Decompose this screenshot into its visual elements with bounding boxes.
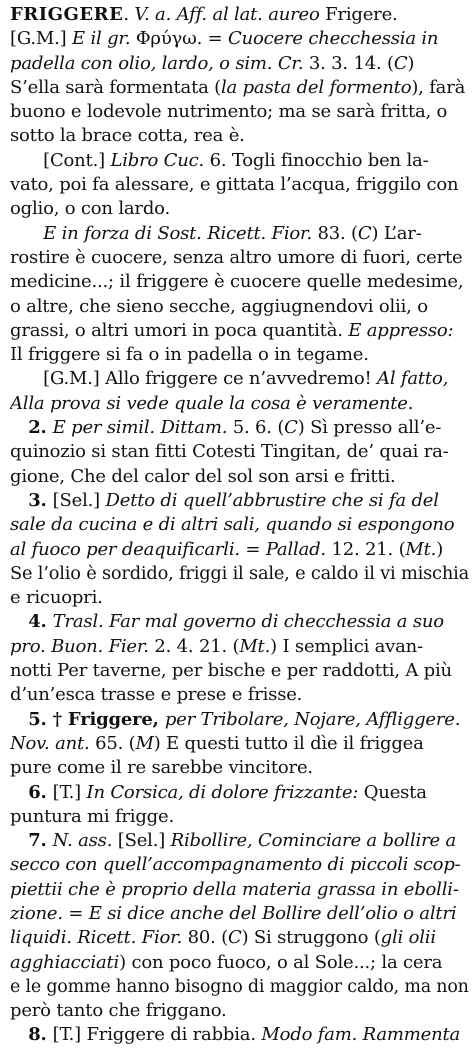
text-run: S’ella sarà formentata ( <box>10 76 221 98</box>
text-run: E in forza di Sost. Ricett. Fior. <box>43 222 312 244</box>
text-run: C <box>284 417 298 439</box>
text-run: C <box>357 222 372 244</box>
text-run: al fuoco per deaquificarli. = Pallad. <box>10 538 326 560</box>
text-run: E il gr. <box>71 28 136 50</box>
text-run: Cuocere checchessia in <box>228 28 439 50</box>
text-run: padella con olio, lardo, o sim. Cr. <box>10 52 309 74</box>
text-run: agghiacciati <box>10 951 120 973</box>
text-line <box>10 3 469 27</box>
text-line <box>10 951 469 975</box>
text-run: o altre, che sieno secche, aggiugnendovi olii, o <box>10 295 428 317</box>
text-line <box>10 732 469 756</box>
text-run: sale da cucina e di altri sali, quando si espongono <box>10 514 455 536</box>
text-run: Alla prova si vede quale la cosa è veramente <box>10 392 408 414</box>
text-line <box>10 52 469 76</box>
text-line <box>10 878 469 902</box>
text-run: gli olii <box>380 927 436 949</box>
text-run: d’un’esca trasse e prese e frisse. <box>10 684 303 706</box>
text-line <box>10 1023 469 1047</box>
text-line <box>10 270 469 294</box>
text-run: ) Sì presso all’e- <box>297 417 442 439</box>
text-line <box>10 853 469 877</box>
text-run: Trasl. Far mal governo di checchessia a suo <box>52 611 444 633</box>
text-run: Mt. <box>239 635 271 657</box>
text-run: e ricuopri. <box>10 587 103 609</box>
text-run: oglio, o con lardo. <box>10 198 171 220</box>
text-line <box>10 392 469 416</box>
text-line <box>10 635 469 659</box>
text-run: Frigere. <box>325 4 398 25</box>
text-run: 80. ( <box>182 927 228 949</box>
text-run: liquidi. Ricett. Fior. <box>10 927 183 949</box>
text-line <box>10 465 469 489</box>
text-run: e le gomme hanno bisogno di maggior caldo, ma non <box>10 976 469 997</box>
text-run: piettii che è proprio della materia grassa in ebolli- <box>10 878 459 900</box>
text-line <box>10 149 469 173</box>
text-run: [T.] <box>52 781 87 803</box>
text-line <box>10 756 469 780</box>
text-run: [Sel.] <box>112 830 171 852</box>
text-run: [Cont.] <box>10 149 111 171</box>
text-run: sotto la brace cotta, rea è. <box>10 125 245 147</box>
text-line <box>10 27 469 51</box>
text-line <box>10 367 469 391</box>
text-run: Φρύγω. = <box>135 28 229 50</box>
text-run: 6. <box>10 781 53 803</box>
text-run: 2. <box>10 417 53 439</box>
text-run: Mt. <box>405 538 437 560</box>
text-run: V. a. Aff. al lat. aureo <box>134 4 326 25</box>
text-run: gione, Che del calor del sol son arsi e fritti. <box>10 465 396 487</box>
text-run: ) E questi tutto il dìe il friggea <box>153 732 424 754</box>
text-line <box>10 781 469 805</box>
text-line <box>10 902 469 926</box>
text-run: Detto di quell’abbrustire che si fa del <box>105 489 439 511</box>
text-run: ), farà <box>411 76 466 98</box>
text-run: pro. Buon. Fier. <box>10 635 149 657</box>
text-line <box>10 319 469 343</box>
text-run: Se l’olio è sordido, friggi il sale, e caldo il vi mischia <box>10 562 469 584</box>
text-run: C <box>393 52 408 74</box>
text-run: 4. <box>10 611 53 633</box>
text-run: grassi, o altri umori in poca quantità. <box>10 319 349 341</box>
text-run: secco con quell’accompagnamento di piccoli scop- <box>10 854 461 876</box>
text-line <box>10 562 469 586</box>
text-run: Nov. ant. <box>10 732 90 754</box>
text-line <box>10 76 469 100</box>
text-run: ) <box>436 538 444 560</box>
text-run: ) con poco fuoco, o al Sole...; la cera <box>119 951 443 973</box>
text-run: N. ass. <box>52 830 113 852</box>
text-run: 65. ( <box>89 732 136 754</box>
text-run: 6. Togli finocchio ben la- <box>204 149 429 171</box>
text-line <box>10 999 469 1023</box>
text-line <box>10 975 469 999</box>
text-run: però tanto che friggano. <box>10 1000 227 1022</box>
text-run: per Tribolare, Nojare, Affliggere. <box>164 708 461 730</box>
text-run: ) Si struggono ( <box>241 927 381 949</box>
text-run: 83. ( <box>311 222 358 244</box>
text-run: 2. 4. 21. ( <box>148 635 240 657</box>
text-run: 12. 21. ( <box>325 538 406 560</box>
text-line <box>10 295 469 319</box>
text-line <box>10 100 469 124</box>
text-run: 7. <box>10 830 53 852</box>
text-run: ) L’ar- <box>371 222 422 244</box>
text-run: Libro Cuc. <box>110 149 205 171</box>
text-run: rostire è cuocere, senza altro umore di fuori, certe <box>10 246 463 268</box>
text-run: 5. † Friggere, <box>10 708 165 730</box>
text-run: [T.] Friggere di rabbia. <box>52 1024 262 1046</box>
text-run: medicine...; il friggere è cuocere quelle medesime, <box>10 271 464 293</box>
text-run: M <box>135 732 154 754</box>
text-line <box>10 586 469 610</box>
text-run: ) I semplici avan- <box>270 635 423 657</box>
text-run: la pasta del formento <box>221 76 412 98</box>
text-line <box>10 708 469 732</box>
text-run: Questa <box>358 781 427 803</box>
text-line <box>10 926 469 950</box>
text-line <box>10 538 469 562</box>
text-line <box>10 440 469 464</box>
text-run: 8. <box>10 1024 53 1046</box>
text-line <box>10 805 469 829</box>
text-run: In Corsica, di dolore frizzante: <box>86 781 359 803</box>
text-line <box>10 683 469 707</box>
text-run: [Sel.] <box>52 489 106 511</box>
text-run: quinozio si stan fitti Cotesti Tingitan, de’ quai ra- <box>10 441 449 463</box>
text-run: . <box>407 392 414 414</box>
text-line <box>10 489 469 513</box>
text-run: 3. <box>10 489 53 511</box>
text-line <box>10 513 469 537</box>
text-run: FRIGGERE <box>10 4 124 25</box>
text-line <box>10 222 469 246</box>
text-line <box>10 416 469 440</box>
text-line <box>10 610 469 634</box>
text-run: pure come il re sarebbe vincitore. <box>10 757 313 779</box>
text-line <box>10 246 469 270</box>
text-run: . <box>123 4 135 25</box>
text-run: E appresso: <box>348 319 454 341</box>
text-run: 5. 6. ( <box>227 417 285 439</box>
text-run: vato, poi fa alessare, e gittata l’acqua, friggilo con <box>10 174 459 196</box>
text-run: Ribollire, Cominciare a bollire a <box>170 830 457 852</box>
text-run: Il friggere si fa o in padella o in tegame. <box>10 344 369 366</box>
text-line <box>10 124 469 148</box>
text-line <box>10 343 469 367</box>
text-run: Modo fam. Rammenta <box>261 1024 461 1046</box>
text-run: notti Per taverne, per bische e per raddotti, A più <box>10 660 452 682</box>
text-run: buono e lodevole nutrimento; ma se sarà fritta, o <box>10 101 448 123</box>
text-run: C <box>228 927 242 949</box>
text-run <box>10 223 43 244</box>
text-run: zione. = E si dice anche del Bollire dell’olio o altri <box>10 902 457 924</box>
text-line <box>10 197 469 221</box>
text-run: Al fatto, <box>377 368 449 390</box>
text-line <box>10 659 469 683</box>
text-run: E per simil. Dittam. <box>52 417 228 439</box>
text-line <box>10 829 469 853</box>
text-run: [G.M.] <box>10 28 72 50</box>
text-run: puntura mi frigge. <box>10 805 174 827</box>
text-line <box>10 173 469 197</box>
text-run: 3. 3. 14. ( <box>308 52 394 74</box>
text-run: ) <box>407 52 415 74</box>
text-run: [G.M.] Allo friggere ce n’avvedremo! <box>10 368 378 390</box>
